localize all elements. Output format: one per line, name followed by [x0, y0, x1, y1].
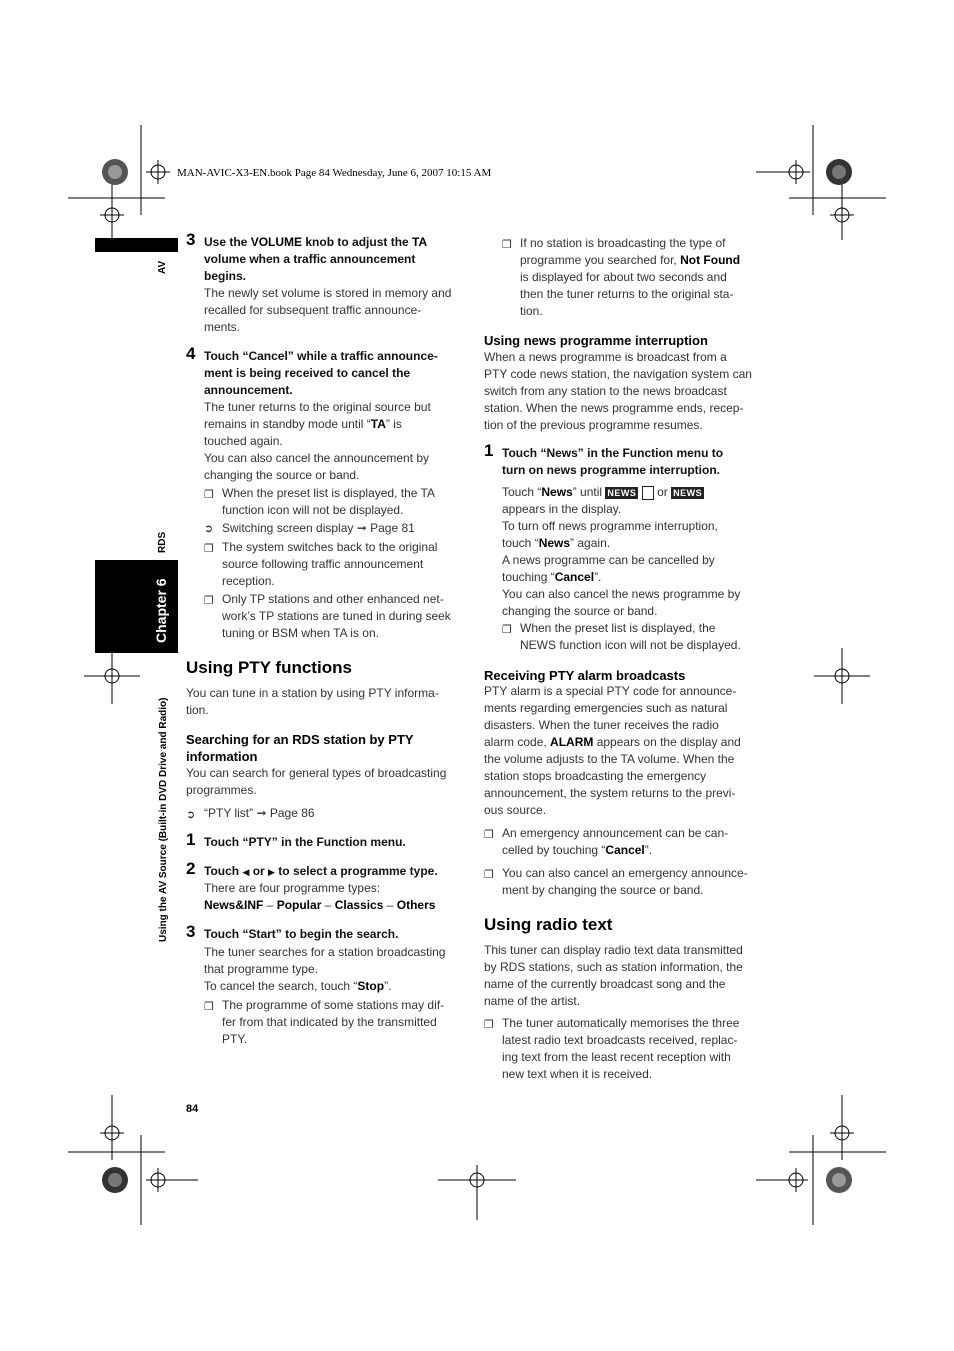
search-heading: Searching for an RDS station by PTY information: [186, 732, 414, 764]
note-box-icon: ❐: [204, 595, 214, 607]
page-number: 84: [186, 1103, 199, 1115]
reference-arrow-icon: ➲: [204, 523, 214, 535]
news-step-1-note: When the preset list is displayed, the NEWS function icon will not be displayed.: [520, 621, 741, 652]
news-step-1-title: Touch “News” in the Function menu to turn on news programme interruption.: [502, 446, 724, 477]
note-box-icon: ❐: [502, 624, 512, 636]
pty-list-ref: “PTY list” ➞ Page 86: [204, 806, 315, 820]
step-4-number: 4: [186, 344, 196, 363]
step-4-note-3: Only TP stations and other enhanced net- work’s TP stations are tuned in during seek tuning or BSM when TA is on.: [222, 592, 451, 640]
radio-text-note: The tuner automatically memorises the three latest radio text broadcasts received, replac- ing text from the least recent reception with new text when it is received.: [502, 1016, 740, 1081]
news-step-1-number: 1: [484, 441, 494, 460]
rds-tab-label: RDS: [157, 531, 168, 553]
note-box-icon: ❐: [484, 1019, 494, 1031]
left-arrow-icon: ◀: [242, 867, 250, 877]
news-heading: Using news programme interruption: [484, 333, 708, 348]
alarm-heading: Receiving PTY alarm broadcasts: [484, 668, 686, 683]
note-box-icon: ❐: [204, 489, 214, 501]
radio-text-heading: Using radio text: [484, 915, 613, 934]
step-4-note-2: The system switches back to the original source following traffic announcement reception.: [222, 540, 438, 588]
note-box-icon: ❐: [502, 239, 512, 251]
section-title: Using the AV Source (Built-in DVD Drive and Radio): [158, 697, 169, 942]
pty-step-1-number: 1: [186, 830, 196, 849]
note-box-icon: ❐: [204, 543, 214, 555]
pty-intro: You can tune in a station by using PTY informa- tion.: [186, 686, 439, 717]
pty-step-2-title: Touch ◀ or ▶ to select a programme type.: [204, 864, 438, 878]
note-box-icon: ❐: [484, 829, 494, 841]
step-3-body: The newly set volume is stored in memory and recalled for subsequent traffic announce- ments.: [204, 286, 452, 334]
av-tab-bar: [95, 238, 178, 252]
reference-arrow-icon: ➲: [186, 809, 196, 821]
news-on-icon: NEWS: [607, 487, 637, 498]
file-info-header: MAN-AVIC-X3-EN.book Page 84 Wednesday, June 6, 2007 10:15 AM: [177, 167, 492, 179]
right-arrow-icon: ▶: [268, 867, 275, 877]
step-4-note-1: When the preset list is displayed, the TA function icon will not be displayed.: [222, 486, 435, 517]
step-3-title: Use the VOLUME knob to adjust the TA volume when a traffic announcement begins.: [204, 235, 428, 283]
av-tab-label: AV: [157, 260, 168, 274]
step-4-body: The tuner returns to the original source but remains in standby mode until “TA” is touched again. You can also cancel the announcement by changing the source or band.: [204, 400, 431, 482]
news-step-1-body: Touch “News” until NEWS or NEWS appears in the display. To turn off news programme interruption, touch “News” again. A news programme can be cancelled by touching “Cancel”. You can also cancel the news programme by changing the source or band.: [502, 485, 741, 618]
pty-step-2-number: 2: [186, 859, 196, 878]
note-box-icon: ❐: [204, 1001, 214, 1013]
news-body: When a news programme is broadcast from a PTY code news station, the navigation system can switch from any station to the news broadcast station. When the news programme ends, recep- tion of the previous programme resumes.: [484, 350, 752, 432]
alarm-body: PTY alarm is a special PTY code for announce- ments regarding emergencies such as natural disasters. When the tuner receives the radio alarm code, ALARM appears on the display and the volume adjusts to the TA volume. When the station stops broadcasting the emergency announcement, the system returns to the previ- ous source.: [484, 684, 741, 817]
step-4-title: Touch “Cancel” while a traffic announce- ment is being received to cancel the announcement.: [204, 349, 438, 397]
not-found-note: If no station is broadcasting the type of programme you searched for, Not Found is displayed for about two seconds and then the tuner returns to the original sta- tion.: [520, 236, 741, 318]
step-3-number: 3: [186, 230, 196, 249]
chapter-label: Chapter 6: [153, 578, 169, 643]
pty-step-3-body: The tuner searches for a station broadcasting that programme type. To cancel the search, touch “Stop”.: [204, 945, 446, 993]
news-interrupt-icon: [642, 486, 654, 500]
pty-step-2-body: There are four programme types: News&INF – Popular – Classics – Others: [204, 881, 436, 912]
radio-text-body: This tuner can display radio text data transmitted by RDS stations, such as station information, the name of the currently broadcast song and the name of the artist.: [484, 943, 743, 1008]
alarm-note-1: An emergency announcement can be can- celled by touching “Cancel”.: [502, 826, 729, 857]
step-4-ref: Switching screen display ➞ Page 81: [222, 521, 415, 535]
pty-step-1-title: Touch “PTY” in the Function menu.: [204, 835, 406, 849]
note-box-icon: ❐: [484, 869, 494, 881]
pty-step-3-note: The programme of some stations may dif- fer from that indicated by the transmitted PTY.: [222, 998, 445, 1046]
alarm-note-2: You can also cancel an emergency announce- ment by changing the source or band.: [502, 866, 748, 897]
pty-step-3-title: Touch “Start” to begin the search.: [204, 927, 399, 941]
search-body: You can search for general types of broadcasting programmes.: [186, 766, 447, 797]
news-active-icon: NEWS: [673, 487, 703, 498]
pty-step-3-number: 3: [186, 922, 196, 941]
pty-heading: Using PTY functions: [186, 658, 352, 677]
